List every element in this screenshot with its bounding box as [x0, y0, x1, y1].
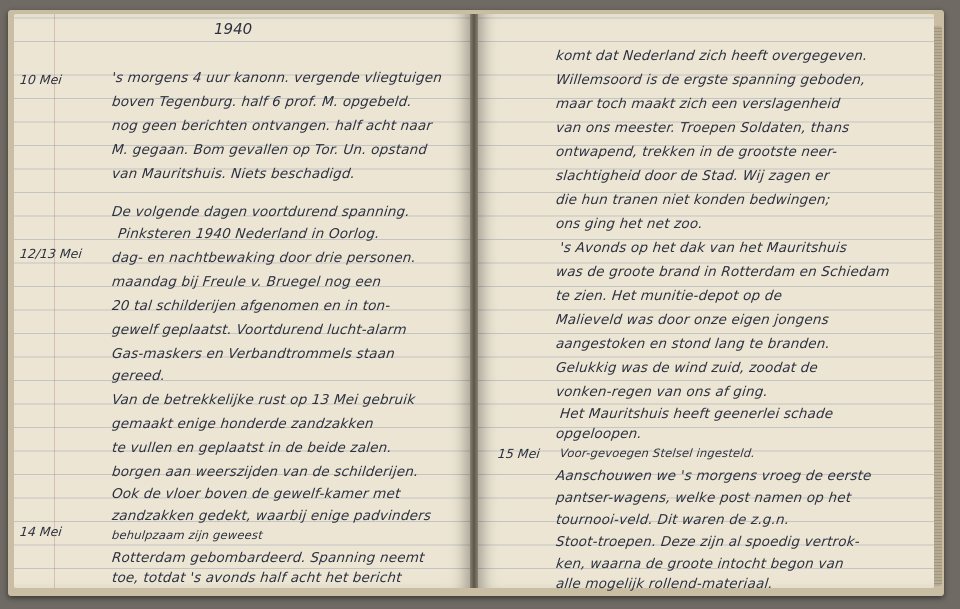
date-label: 10 Mei: [19, 72, 63, 87]
entry-line: te zien. Het munitie-depot op de: [555, 288, 783, 304]
entry-line: van ons meester. Troepen Soldaten, thans: [555, 120, 851, 136]
entry-line: maar toch maakt zich een verslagenheid: [555, 96, 841, 112]
entry-line: dag- en nachtbewaking door drie personen.: [111, 250, 417, 266]
gutter: [470, 14, 478, 588]
entry-line: Voor-gevoegen Stelsel ingesteld.: [559, 446, 756, 460]
entry-line: ontwapend, trekken in de grootste neer-: [555, 144, 839, 160]
entry-line: ons ging het net zoo.: [555, 216, 704, 232]
entry-line: Van de betrekkelijke rust op 13 Mei gebruik: [111, 392, 417, 408]
entry-line: komt dat Nederland zich heeft overgegeven.: [555, 48, 869, 64]
entry-line: Aanschouwen we 's morgens vroeg de eerste: [555, 468, 873, 484]
entry-line: Malieveld was door onze eigen jongens: [555, 312, 830, 328]
entry-line: Rotterdam gebombardeerd. Spanning neemt: [111, 550, 426, 566]
entry-line: was de groote brand in Rotterdam en Schiedam: [555, 264, 891, 280]
entry-line: zandzakken gedekt, waarbij enige padvinders: [111, 508, 432, 524]
entry-line: nog geen berichten ontvangen. half acht naar: [111, 118, 434, 134]
entry-line: opgeloopen.: [555, 426, 643, 442]
entry-line: Stoot-troepen. Deze zijn al spoedig vertrok-: [555, 534, 861, 550]
entry-line: Pinksteren 1940 Nederland in Oorlog.: [117, 226, 381, 242]
entry-line: 's morgens 4 uur kanonn. vergende vliegtuigen: [111, 70, 443, 86]
entry-line: ken, waarna de groote intocht begon van: [555, 556, 845, 572]
entry-line: behulpzaam zijn geweest: [111, 528, 264, 542]
entry-line: 's Avonds op het dak van het Mauritshuis: [559, 240, 848, 256]
date-label: 14 Mei: [19, 524, 63, 539]
entry-line: van Mauritshuis. Niets beschadigd.: [111, 166, 357, 182]
entry-line: M. gegaan. Bom gevallen op Tor. Un. opstand: [111, 142, 428, 158]
entry-line: gemaakt enige honderde zandzakken: [111, 416, 375, 432]
entry-line: slachtigheid door de Stad. Wij zagen er: [555, 168, 831, 184]
margin-rule: [54, 14, 55, 588]
entry-line: boven Tegenburg. half 6 prof. M. opgebeld.: [111, 94, 413, 110]
entry-line: gewelf geplaatst. Voortdurend lucht-alarm: [111, 322, 408, 338]
date-label: 12/13 Mei: [19, 246, 83, 261]
entry-line: aangestoken en stond lang te branden.: [555, 336, 831, 352]
notebook: [8, 10, 944, 596]
entry-line: Gelukkig was de wind zuid, zoodat de: [555, 360, 819, 376]
entry-line: toe, totdat 's avonds half acht het bericht: [111, 570, 403, 586]
entry-line: Willemsoord is de ergste spanning geboden,: [555, 72, 867, 88]
entry-line: Gas-maskers en Verbandtrommels staan: [111, 346, 396, 362]
entry-line: Ook de vloer boven de gewelf-kamer met: [111, 486, 402, 502]
entry-line: alle mogelijk rollend-materiaal.: [555, 576, 774, 592]
entry-line: die hun tranen niet konden bedwingen;: [555, 192, 832, 208]
entry-line: tournooi-veld. Dit waren de z.g.n.: [555, 512, 791, 528]
entry-line: vonken-regen van ons af ging.: [555, 384, 769, 400]
left-page: [14, 14, 470, 588]
year-heading: 1940: [214, 20, 253, 38]
entry-line: gereed.: [111, 368, 167, 384]
entry-line: maandag bij Freule v. Bruegel nog een: [111, 274, 382, 290]
entry-line: De volgende dagen voortdurend spanning.: [111, 204, 411, 220]
entry-line: 20 tal schilderijen afgenomen en in ton-: [111, 298, 392, 314]
page-edges: [934, 26, 942, 586]
right-page: [478, 14, 934, 592]
entry-line: pantser-wagens, welke post namen op het: [555, 490, 853, 506]
entry-line: borgen aan weerszijden van de schilderijen.: [111, 464, 420, 480]
entry-line: Het Mauritshuis heeft geenerlei schade: [559, 406, 835, 422]
date-label: 15 Mei: [497, 446, 541, 461]
entry-line: te vullen en geplaatst in de beide zalen.: [111, 440, 393, 456]
